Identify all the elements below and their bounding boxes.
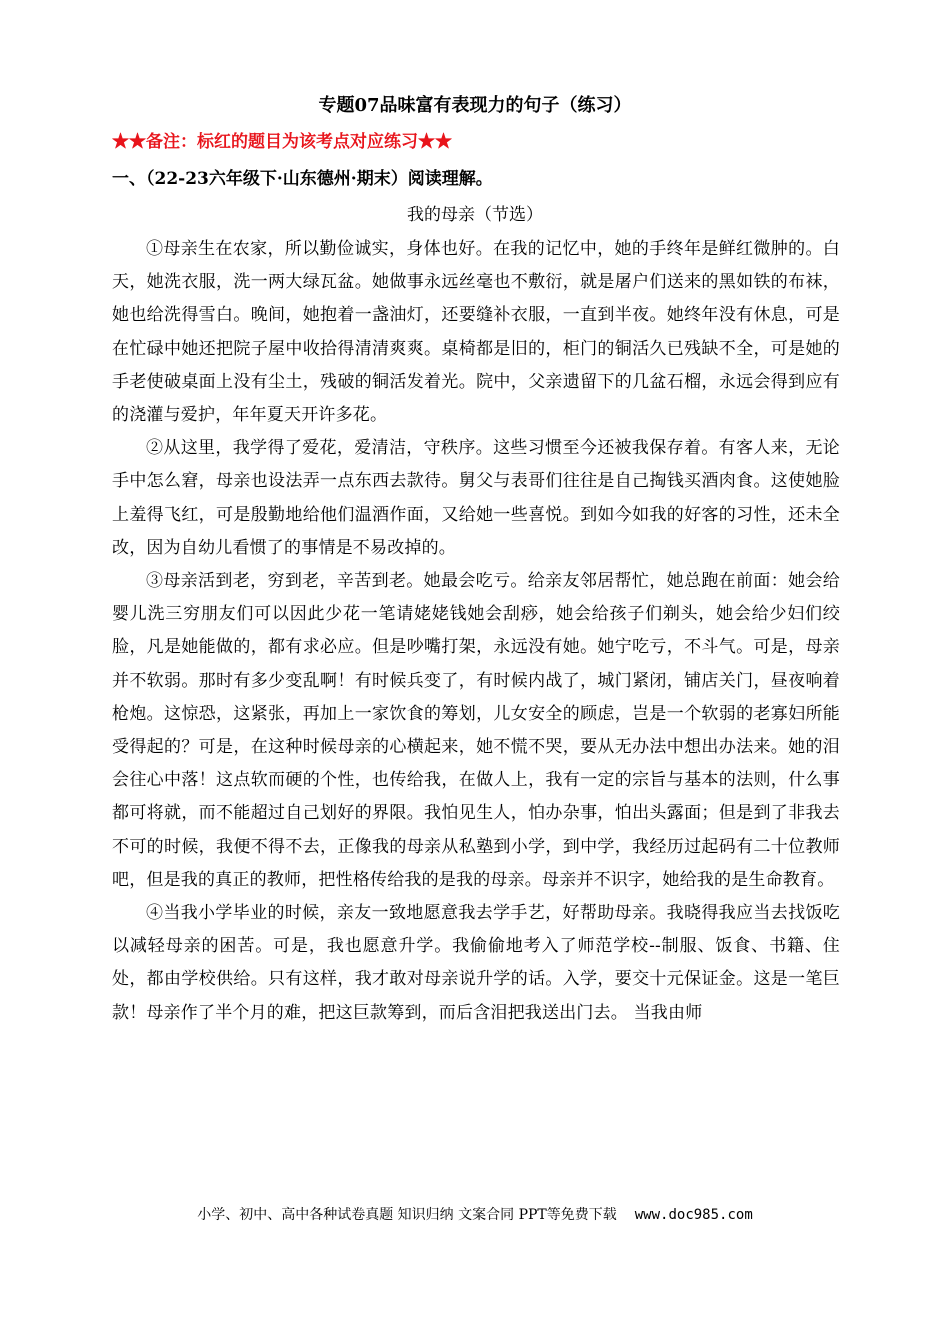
- footer-text: 小学、初中、高中各种试卷真题 知识归纳 文案合同 PPT等免费下载: [197, 1207, 617, 1223]
- paragraph-3: ③母亲活到老，穷到老，辛苦到老。她最会吃亏。给亲友邻居帮忙，她总跑在前面：她会给婴儿洗三穷朋友们可以因此少花一笔请姥姥钱她会刮痧，她会给孩子们剃头，她会给少妇们绞脸，凡是她能做的，都有求必应。但是吵嘴打架，永远没有她。她宁吃亏，不斗气。可是，母亲并不软弱。那时有多少变乱啊！有时候兵变了，有时候内战了，城门紧闭，铺店关门，昼夜响着枪炮。这惊恐，这紧张，再加上一家饮食的筹划，儿女安全的顾虑，岂是一个软弱的老寡妇所能受得起的？可是，在这种时候母亲的心横起来，她不慌不哭，要从无办法中想出办法来。她的泪会往心中落！这点软而硬的个性，也传给我，在做人上，我有一定的宗旨与基本的法则，什么事都可将就，而不能超过自己划好的界限。我怕见生人，怕办杂事，怕出头露面；但是到了非我去不可的时候，我便不得不去，正像我的母亲从私塾到小学，到中学，我经历过起码有二十位教师吧，但是我的真正的教师，把性格传给我的是我的母亲。母亲并不识字，她给我的是生命教育。: [112, 571, 840, 890]
- passage-title: 我的母亲（节选）: [407, 205, 543, 225]
- paragraph-4: ④当我小学毕业的时候，亲友一致地愿意我去学手艺，好帮助母亲。我晓得我应当去找饭吃以减轻母亲的困苦。可是，我也愿意升学。我偷偷地考入了师范学校--制服、饭食、书籍、住处，都由学校供给。只有这样，我才敢对母亲说升学的话。入学，要交十元保证金。这是一笔巨款！母亲作了半个月的难，把这巨款筹到，而后含泪把我送出门去。 当我由师: [112, 903, 840, 1023]
- page-footer: [0, 1204, 950, 1226]
- paragraph-2: ②从这里，我学得了爱花，爱清洁，守秩序。这些习惯至今还被我保存着。有客人来，无论手中怎么窘，母亲也设法弄一点东西去款待。舅父与表哥们往往是自己掏钱买酒肉食。这使她脸上羞得飞红，可是殷勤地给他们温酒作面，又给她一些喜悦。到如今如我的好客的习性，还未全改，因为自幼儿看惯了的事情是不易改掉的。: [112, 438, 840, 558]
- passage-body: [112, 233, 840, 1030]
- footer-url: www.doc985.com: [634, 1207, 753, 1223]
- red-note: ★★备注：标红的题目为该考点对应练习★★: [112, 132, 452, 152]
- section-heading: 一、（22-23六年级下·山东德州·期末）阅读理解。: [112, 169, 493, 189]
- document-title: 专题07品味富有表现力的句子（练习）: [318, 95, 632, 116]
- paragraph-1: ①母亲生在农家，所以勤俭诚实，身体也好。在我的记忆中，她的手终年是鲜红微肿的。白天，她洗衣服，洗一两大绿瓦盆。她做事永远丝毫也不敷衍，就是屠户们送来的黑如铁的布袜，她也给洗得雪白。晚间，她抱着一盏油灯，还要缝补衣服，一直到半夜。她终年没有休息，可是在忙碌中她还把院子屋中收拾得清清爽爽。桌椅都是旧的，柜门的铜活久已残缺不全，可是她的手老使破桌面上没有尘土，残破的铜活发着光。院中，父亲遗留下的几盆石榴，永远会得到应有的浇灌与爱护，年年夏天开许多花。: [112, 239, 840, 426]
